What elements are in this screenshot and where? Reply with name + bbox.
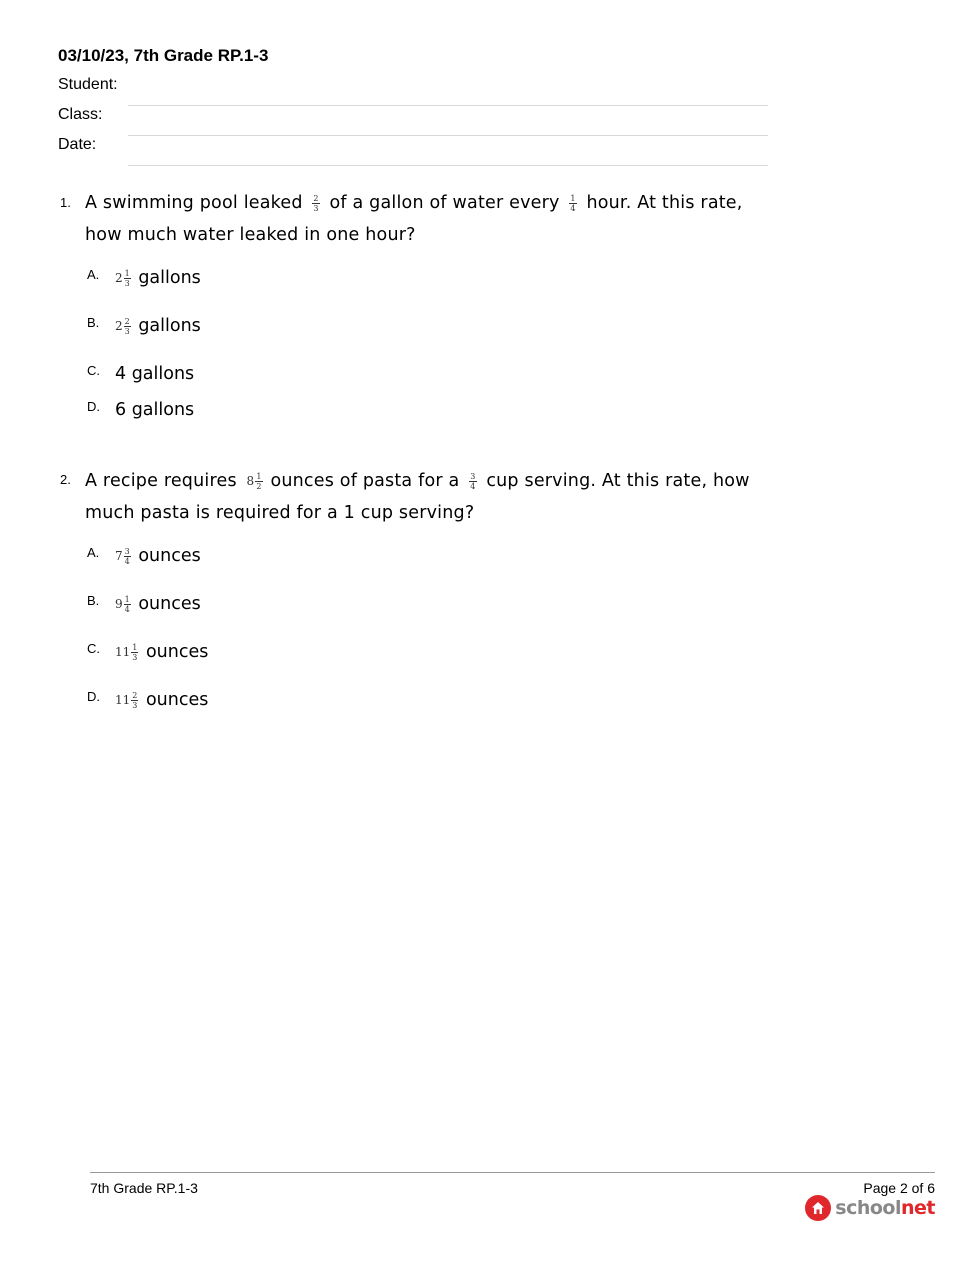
denominator: 3 bbox=[313, 203, 319, 213]
mixed-number bbox=[115, 311, 131, 341]
option-answer bbox=[115, 541, 201, 571]
option-letter: A. bbox=[87, 267, 100, 282]
whole-part: 2 bbox=[115, 319, 123, 333]
option-answer bbox=[115, 685, 208, 715]
date-label: Date: bbox=[58, 136, 97, 153]
unit-label: gallons bbox=[138, 316, 201, 336]
date-line bbox=[128, 165, 768, 166]
denominator: 3 bbox=[124, 326, 130, 336]
numerator: 1 bbox=[570, 193, 576, 203]
fraction bbox=[131, 643, 138, 662]
whole-part: 9 bbox=[115, 597, 123, 611]
numerator: 2 bbox=[313, 193, 319, 203]
option-answer: 4 gallons bbox=[115, 364, 195, 384]
numerator: 1 bbox=[124, 268, 130, 278]
option-letter: B. bbox=[87, 593, 100, 608]
option-letter: B. bbox=[87, 315, 100, 330]
worksheet-title: 03/10/23, 7th Grade RP.1-3 bbox=[58, 46, 269, 65]
class-field bbox=[58, 106, 768, 136]
mixed-number bbox=[247, 465, 263, 497]
whole-part: 7 bbox=[115, 549, 123, 563]
mixed-number bbox=[115, 589, 131, 619]
whole-part: 2 bbox=[115, 271, 123, 285]
question-text-part: A swimming pool leaked bbox=[85, 193, 303, 213]
option-letter: A. bbox=[87, 545, 100, 560]
numerator: 2 bbox=[124, 316, 130, 326]
option-answer bbox=[115, 637, 208, 667]
fraction bbox=[124, 269, 131, 288]
footer-title: 7th Grade RP.1-3 bbox=[90, 1180, 198, 1196]
question-number: 2. bbox=[60, 472, 71, 487]
option-letter: D. bbox=[87, 689, 100, 704]
whole-part: 11 bbox=[115, 693, 131, 707]
fraction bbox=[131, 691, 138, 710]
numerator: 3 bbox=[470, 471, 476, 481]
question-text-part: of a gallon of water every bbox=[329, 193, 560, 213]
question-text-part: A recipe requires bbox=[85, 471, 237, 491]
fraction bbox=[569, 194, 576, 213]
logo-school-text: school bbox=[835, 1197, 901, 1219]
logo-wordmark bbox=[835, 1197, 935, 1219]
denominator: 2 bbox=[256, 481, 262, 491]
option-letter: C. bbox=[87, 641, 100, 656]
denominator: 4 bbox=[124, 604, 130, 614]
question-text bbox=[85, 187, 750, 251]
whole-part: 8 bbox=[246, 474, 255, 488]
denominator: 4 bbox=[124, 556, 130, 566]
denominator: 3 bbox=[124, 278, 130, 288]
option-answer bbox=[115, 311, 201, 341]
question-text-part: ounces of pasta for a bbox=[270, 471, 460, 491]
footer-divider bbox=[90, 1172, 935, 1173]
mixed-number bbox=[115, 541, 131, 571]
unit-label: ounces bbox=[138, 594, 201, 614]
question-text-part: cup serving. At this rate, how much pasta is required for a 1 cup serving? bbox=[85, 471, 750, 523]
fraction bbox=[312, 194, 319, 213]
numerator: 1 bbox=[256, 471, 262, 481]
numerator: 1 bbox=[132, 642, 138, 652]
unit-label: ounces bbox=[145, 690, 209, 710]
mixed-number bbox=[115, 685, 138, 715]
mixed-number bbox=[115, 637, 138, 667]
house-icon bbox=[805, 1195, 831, 1221]
option-letter: C. bbox=[87, 363, 100, 378]
class-label: Class: bbox=[58, 106, 103, 123]
fraction bbox=[124, 547, 131, 566]
denominator: 3 bbox=[132, 700, 138, 710]
student-label: Student: bbox=[58, 76, 118, 93]
numerator: 2 bbox=[132, 690, 138, 700]
option-answer: 6 gallons bbox=[115, 400, 195, 420]
unit-label: ounces bbox=[138, 546, 201, 566]
numerator: 3 bbox=[124, 546, 130, 556]
denominator: 3 bbox=[132, 652, 138, 662]
question-text-part: hour. At this rate, how much water leaked in one hour? bbox=[85, 193, 743, 245]
date-field bbox=[58, 136, 768, 166]
option-answer bbox=[115, 589, 201, 619]
page-number: Page 2 of 6 bbox=[863, 1180, 935, 1196]
fraction bbox=[469, 472, 476, 491]
denominator: 4 bbox=[570, 203, 576, 213]
numerator: 1 bbox=[124, 594, 130, 604]
logo-net-text: net bbox=[901, 1197, 935, 1219]
unit-label: ounces bbox=[145, 642, 209, 662]
student-field bbox=[58, 76, 768, 106]
question-number: 1. bbox=[60, 195, 71, 210]
fraction bbox=[124, 317, 131, 336]
fraction bbox=[255, 472, 262, 491]
option-letter: D. bbox=[87, 399, 100, 414]
fraction bbox=[124, 595, 131, 614]
whole-part: 11 bbox=[115, 645, 131, 659]
schoolnet-logo bbox=[805, 1194, 935, 1222]
question-text bbox=[85, 465, 750, 529]
option-answer bbox=[115, 263, 201, 293]
mixed-number bbox=[115, 263, 131, 293]
denominator: 4 bbox=[470, 481, 476, 491]
unit-label: gallons bbox=[138, 268, 201, 288]
